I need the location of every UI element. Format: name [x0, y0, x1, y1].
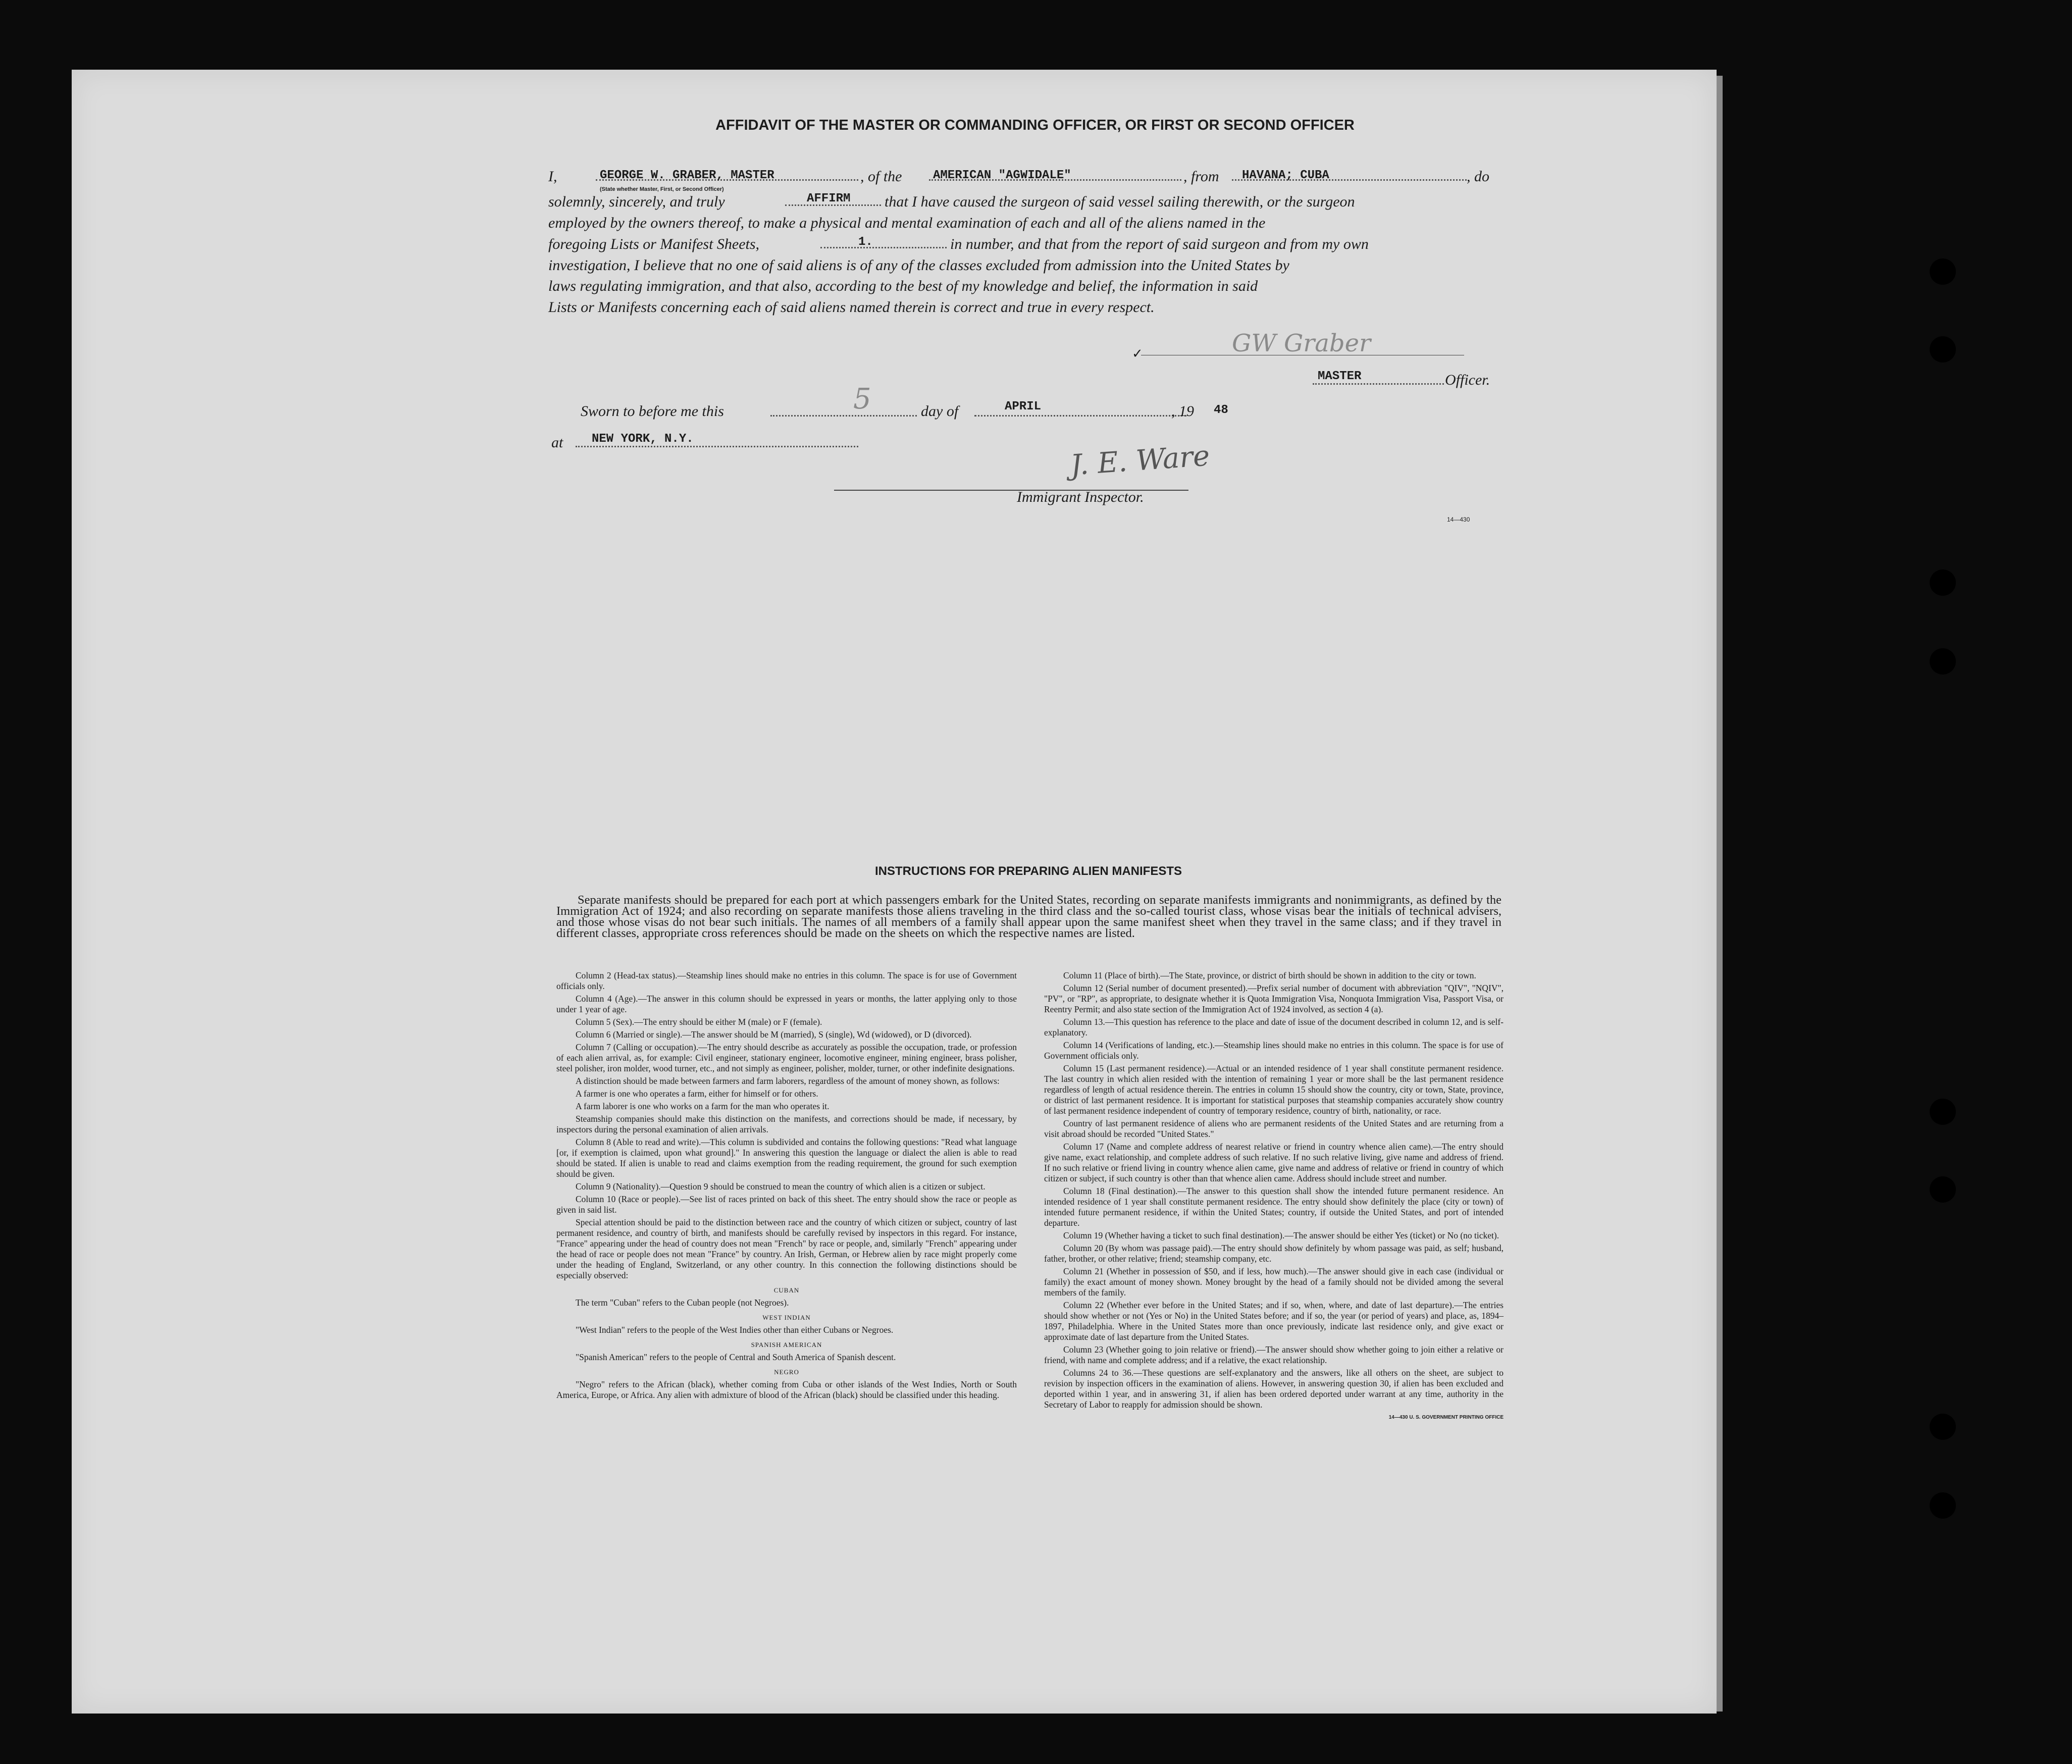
- year-field: 48: [1214, 403, 1228, 417]
- line2-pre: solemnly, sincerely, and truly: [548, 193, 725, 210]
- definition-heading: SPANISH AMERICAN: [751, 1341, 822, 1348]
- definition-heading: WEST INDIAN: [762, 1314, 811, 1321]
- officer-name-field: GEORGE W. GRABER, MASTER: [600, 169, 774, 182]
- affirm-field: AFFIRM: [807, 192, 851, 205]
- right-paragraph: Country of last permanent residence of aliens who are permanent residents of the United States and are returning from a visit abroad should be recorded "United States.": [1044, 1118, 1504, 1139]
- month-field: APRIL: [1005, 400, 1042, 413]
- affidavit-title: AFFIDAVIT OF THE MASTER OR COMMANDING OFFICER, OR FIRST OR SECOND OFFICER: [715, 117, 1355, 133]
- right-paragraph: Column 22 (Whether ever before in the United States; and if so, when, where, and date of last departure).—The entries should show whether or not (Yes or No) in the United States before; and if so, the year (or period of years) and place, as, 1894–1897, Philadelphia. Where in the United States more than once previously, indicate last residence only, and give exact or approximate date of last departure from the United States.: [1044, 1300, 1504, 1342]
- state-note: (State whether Master, First, or Second Officer): [600, 186, 724, 192]
- punch-hole-icon: [1930, 1492, 1956, 1519]
- inspector-signature: J. E. Ware: [1069, 439, 1211, 482]
- instructions-intro: [556, 895, 1501, 939]
- punch-hole-icon: [1930, 1176, 1956, 1203]
- line3: employed by the owners thereof, to make a physical and mental examination of each and all of the aliens named in the: [548, 215, 1266, 231]
- left-paragraph: Column 2 (Head-tax status).—Steamship lines should make no entries in this column. The space is for use of Government officials only.: [556, 970, 1017, 991]
- left-paragraph: Column 10 (Race or people).—See list of races printed on back of this sheet. The entry should show the race or people as given in said list.: [556, 1194, 1017, 1215]
- officer-label: Officer.: [1445, 372, 1490, 388]
- right-paragraph: Column 18 (Final destination).—The answer to this question shall show the intended future permanent residence. An intended residence of 1 year shall constitute permanent residence. The entry should show definitely the place (city or town) of intended future permanent residence, if within the United States; country, if outside the United States, and port of intended departure.: [1044, 1186, 1504, 1228]
- line4-pre: foregoing Lists or Manifest Sheets,: [548, 236, 760, 252]
- definition-text: "Negro" refers to the African (black), whether coming from Cuba or other islands of the West Indies, North or South America, Europe, or Africa. Any alien with admixture of blood of the African (black) should be classified under this heading.: [556, 1379, 1017, 1400]
- left-paragraph: A farm laborer is one who works on a farm for the man who operates it.: [576, 1101, 830, 1111]
- line4-post: in number, and that from the report of said surgeon and from my own: [950, 236, 1369, 252]
- manifest-sheet: [72, 70, 1717, 1714]
- day-of-label: day of: [921, 403, 959, 420]
- intro-paragraph: Separate manifests should be prepared for each port at which passengers embark for the United States, recording on separate manifests immigrants and nonimmigrants, as defined by the Immigration Act of 1924; and also recording on separate manifests those aliens traveling in the third class and the so-called tourist class, whose visas bear the initials of technical advisers, and those whose visas do not bear such initials. The names of all members of a family shall appear upon the same manifest sheet when they travel in the same class; and if they travel in different classes, appropriate cross references should be made on the sheets on which the respective names are listed.: [556, 893, 1501, 940]
- line5: investigation, I believe that no one of said aliens is of any of the classes excluded from admission into the United States by: [548, 257, 1289, 274]
- right-paragraph: Column 17 (Name and complete address of nearest relative or friend in country whence alien came).—The entry should give name, exact relationship, and complete address of such relative. If no such relative living, give name and address of friend. If no such relative or friend living in country whence alien came, give name and address of relative or friend in country of which citizen or subject, if such country is other than that whence alien came. Address should include street and number.: [1044, 1142, 1504, 1183]
- right-paragraph: Column 23 (Whether going to join relative or friend).—The answer should show whether going to join either a relative or friend, with name and complete address; and if a relative, the exact relationship.: [1044, 1344, 1504, 1365]
- port-field: HAVANA; CUBA: [1242, 169, 1329, 182]
- check-mark-icon: ✓: [1132, 346, 1143, 361]
- master-signature: GW Graber: [1232, 329, 1371, 357]
- left-paragraph: Column 7 (Calling or occupation).—The entry should describe as accurately as possible the occupation, trade, or profession of each alien arrival, as, for example: Civil engineer, stationary engineer, locomotive engineer, mining engineer, brass polisher, steel polisher, iron molder, wood turner, etc., and not simply as engineer, polisher, molder, turner, or other indefinite designations.: [556, 1042, 1017, 1073]
- punch-hole-icon: [1930, 1099, 1956, 1125]
- inspector-label: Immigrant Inspector.: [1017, 489, 1144, 505]
- right-paragraph: Column 13.—This question has reference to the place and date of issue of the document described in column 12, and is self-explanatory.: [1044, 1017, 1504, 1037]
- instructions-left-column: [556, 970, 1017, 1403]
- left-paragraph: A distinction should be made between farmers and farm laborers, regardless of the amount of money shown, as follows:: [576, 1076, 1000, 1086]
- left-paragraph: Steamship companies should make this distinction on the manifests, and corrections should be made, if necessary, by inspectors during the personal examination of alien arrivals.: [556, 1114, 1017, 1134]
- left-paragraph: Column 9 (Nationality).—Question 9 should be construed to mean the country of which alien is a citizen or subject.: [576, 1181, 986, 1191]
- at-label: at: [551, 434, 563, 451]
- punch-hole-icon: [1930, 1414, 1956, 1440]
- of-the-label: , of the: [860, 168, 902, 185]
- line2-post: that I have caused the surgeon of said vessel sailing therewith, or the surgeon: [885, 193, 1355, 210]
- punch-hole-icon: [1930, 258, 1956, 285]
- right-paragraph: Column 19 (Whether having a ticket to such final destination).—The answer should be either Yes (ticket) or No (no ticket).: [1063, 1230, 1499, 1240]
- rank-field: MASTER: [1318, 370, 1362, 383]
- definition-heading: CUBAN: [773, 1286, 800, 1294]
- day-field: 5: [853, 383, 871, 416]
- left-paragraph: Special attention should be paid to the distinction between race and the country of which citizen or subject, country of last permanent residence, and country of birth, and manifests should be carefully revised by inspectors in this regard. For instance, "France" appearing under the head of country does not mean "French" by race or people, and, similarly "French" appearing under the head of race or people does not mean "France" by country. An Irish, German, or Hebrew alien by race might properly come under the heading of England, Switzerland, or any other country. In this connection the following distinctions should be especially observed:: [556, 1217, 1017, 1280]
- line7: Lists or Manifests concerning each of said aliens named therein is correct and true in every respect.: [548, 299, 1155, 316]
- line6: laws regulating immigration, and that also, according to the best of my knowledge and belief, the information in said: [548, 278, 1258, 294]
- definition-text: "West Indian" refers to the people of the West Indies other than either Cubans or Negroes.: [576, 1325, 894, 1335]
- punch-hole-icon: [1930, 648, 1956, 675]
- punch-hole-icon: [1930, 336, 1956, 362]
- i-label: I,: [548, 168, 557, 185]
- do-label: , do: [1467, 168, 1489, 185]
- sheet-edge: [1717, 76, 1723, 1711]
- place-field: NEW YORK, N.Y.: [592, 432, 694, 446]
- definition-text: "Spanish American" refers to the people of Central and South America of Spanish descent.: [576, 1352, 896, 1362]
- form-code: 14—430: [1447, 516, 1470, 523]
- left-paragraph: Column 6 (Married or single).—The answer should be M (married), S (single), Wd (widowed), or D (divorced).: [576, 1029, 972, 1040]
- right-paragraph: Column 15 (Last permanent residence).—Actual or an intended residence of 1 year shall constitute permanent residence. The last country in which alien resided with the intention of remaining 1 year or more shall be the last permanent residence regardless of length of actual residence therein. The entries in column 15 should show the country, city or town, State, province, or district of last permanent residence. It is important for statistical purposes that steamship companies accurately show country of last permanent residence independent of country of temporary residence, country of birth, nationality, or race.: [1044, 1063, 1504, 1116]
- left-paragraph: Column 5 (Sex).—The entry should be either M (male) or F (female).: [576, 1017, 822, 1027]
- right-paragraph: Column 12 (Serial number of document presented).—Prefix serial number of document with abbreviation "QIV", "NQIV", "PV", or "RP", as appropriate, to designate whether it is Quota Immigration Visa, Nonquota Immigration Visa, Passport Visa, or Reentry Permit; and also state section of the Immigration Act of 1924 involved, as section 4 (a).: [1044, 983, 1504, 1014]
- printer-line: 14—430 U. S. GOVERNMENT PRINTING OFFICE: [1388, 1415, 1504, 1420]
- punch-hole-icon: [1930, 569, 1956, 596]
- year-prefix: , 19: [1171, 403, 1194, 420]
- left-paragraph: A farmer is one who operates a farm, either for himself or for others.: [576, 1088, 818, 1099]
- vessel-field: AMERICAN "AGWIDALE": [933, 169, 1071, 182]
- instructions-right-column: [1044, 970, 1504, 1423]
- right-paragraph: Column 14 (Verifications of landing, etc.).—Steamship lines should make no entries in this column. The space is for use of Government officials only.: [1044, 1040, 1504, 1061]
- left-paragraph: Column 8 (Able to read and write).—This column is subdivided and contains the following questions: "Read what language [or, if exemption is claimed, upon what ground]." In answering this question the language or dialect the alien is able to read should be stated. If alien is unable to read and claims exemption from the reading requirement, the ground for such exemption should be given.: [556, 1137, 1017, 1179]
- right-paragraph: Column 11 (Place of birth).—The State, province, or district of birth should be shown in addition to the city or town.: [1063, 970, 1476, 980]
- right-paragraph: Columns 24 to 36.—These questions are self-explanatory and the answers, like all others on the sheet, are subject to revision by inspection officers in the examination of aliens. However, in answering question 30, if alien has been excluded and deported within 1 year, and in answering 31, if alien has been ordered deported under warrant at any time, authority in the Secretary of Labor to reapply for admission should be shown.: [1044, 1368, 1504, 1410]
- sheets-count-field: 1.: [858, 235, 873, 249]
- from-label: , from: [1183, 168, 1219, 185]
- right-paragraph: Column 21 (Whether in possession of $50, and if less, how much).—The answer should give in each case (individual or family) the exact amount of money shown. Money brought by the head of a family should not be divided among the several members of the family.: [1044, 1266, 1504, 1298]
- definition-heading: NEGRO: [774, 1368, 799, 1376]
- sworn-label: Sworn to before me this: [581, 403, 724, 420]
- right-paragraph: Column 20 (By whom was passage paid).—The entry should show definitely by whom passage was paid, as self; husband, father, brother, or other relative; friend; steamship company, etc.: [1044, 1243, 1504, 1264]
- instructions-title: INSTRUCTIONS FOR PREPARING ALIEN MANIFESTS: [874, 864, 1182, 878]
- definition-text: The term "Cuban" refers to the Cuban people (not Negroes).: [576, 1298, 789, 1308]
- left-paragraph: Column 4 (Age).—The answer in this column should be expressed in years or months, the latter applying only to those under 1 year of age.: [556, 994, 1017, 1014]
